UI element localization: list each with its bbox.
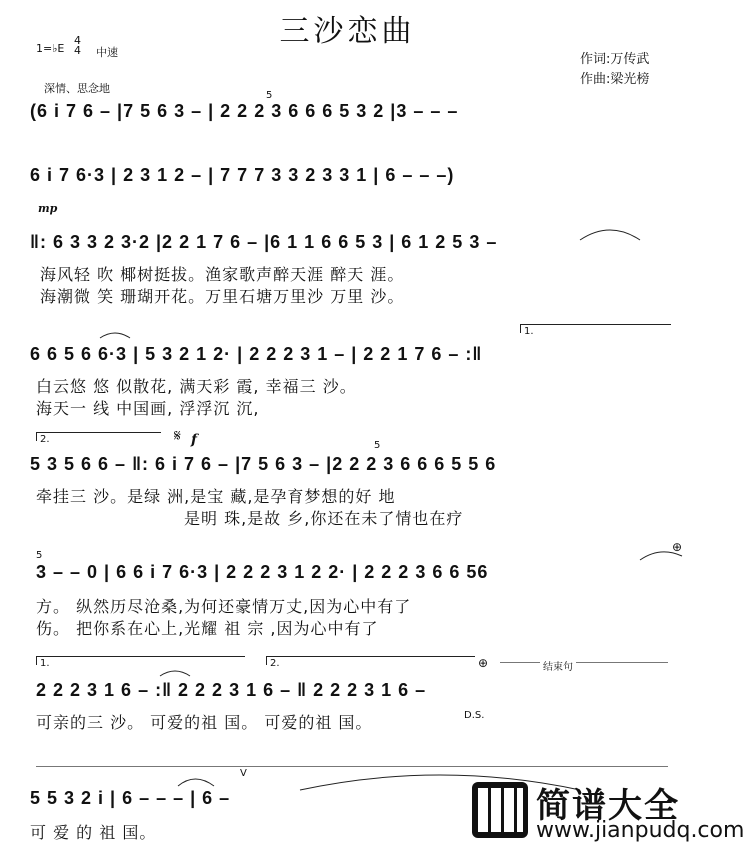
lyrics-row-3-verse-1: 海风轻 吹 椰树挺拔。渔家歌声醉天涯 醉天 涯。 xyxy=(40,265,405,284)
final-rule xyxy=(36,766,668,767)
slur-2 xyxy=(100,333,130,338)
time-signature xyxy=(74,36,81,56)
watermark-logo xyxy=(470,778,744,844)
lyrics-row-4-verse-1: 白云悠 悠 似散花, 满天彩 霞, 幸福三 沙。 xyxy=(36,377,357,396)
dynamic-f: f xyxy=(191,432,198,448)
key-label: 1=♭E xyxy=(36,42,65,55)
score-row-4: 6 6 5 6 6·3 | 5 3 2 1 2· | 2 2 2 3 1 – | 2 2 1 7 6 – :‖ xyxy=(30,344,483,364)
lyrics-row-7: 可亲的三 沙。 可爱的祖 国。 可爱的祖 国。 xyxy=(36,713,373,732)
score-row-8: 5 5 3 2 i | 6 – – – | 6 – xyxy=(30,788,231,808)
volta-bracket-3 xyxy=(36,656,245,665)
volta-1-label: 1. xyxy=(524,326,534,337)
expression-marking: 深情、思念地 xyxy=(44,82,110,95)
ds-marking: D.S. xyxy=(464,710,485,721)
tempo-marking: 中速 xyxy=(96,46,118,59)
score-row-1: (6 i 7 6 – |7 5 6 3 – | 2 2 2 3 6 6 6 5 3 2 |3 – – – xyxy=(30,101,459,121)
lyrics-row-4-verse-2: 海天一 线 中国画, 浮浮沉 沉, xyxy=(36,399,260,418)
key-signature xyxy=(36,42,64,55)
grace-note-5: 5 xyxy=(266,90,273,101)
score-row-7: 2 2 2 3 1 6 – :‖ 2 2 2 3 1 6 – ‖ 2 2 2 3 1 6 – xyxy=(36,680,427,700)
lyrics-row-6-verse-1: 方。 纵然历尽沧桑,为何还豪情万丈,因为心中有了 xyxy=(36,597,412,616)
ending-rule xyxy=(500,662,668,663)
lyrics-row-6-verse-2: 伤。 把你系在心上,光耀 祖 宗 ,因为心中有了 xyxy=(36,619,379,638)
time-top: 4 xyxy=(74,34,81,47)
score-row-3: ‖: 6 3 3 2 3·2 |2 2 1 7 6 – |6 1 1 6 6 5 3 | 6 1 2 5 3 – xyxy=(30,232,498,252)
lyricist-credit: 作词:万传武 xyxy=(580,52,650,67)
coda-sign-top: ⊕ xyxy=(672,540,683,554)
watermark-url: www.jianpudq.com xyxy=(536,818,744,843)
grace-note-5-c: 5 xyxy=(36,550,43,561)
slur-4 xyxy=(160,671,190,676)
lyrics-row-3-verse-2: 海潮微 笑 珊瑚开花。万里石塘万里沙 万里 沙。 xyxy=(40,287,405,306)
time-bottom: 4 xyxy=(74,44,81,57)
watermark-name: 简谱大全 xyxy=(536,786,680,826)
volta-2-label-b: 2. xyxy=(270,658,280,669)
piano-keys-icon xyxy=(470,780,530,840)
composer-credit: 作曲:梁光榜 xyxy=(580,72,650,87)
slur-6 xyxy=(178,779,214,786)
volta-bracket-1 xyxy=(520,324,671,333)
lyrics-row-5-verse-2: 是明 珠,是故 乡,你还在未了情也在疗 xyxy=(184,509,464,528)
coda-sign-mid: ⊕ xyxy=(478,656,489,670)
segno-sign: 𝄋 xyxy=(174,428,181,445)
volta-1-label-b: 1. xyxy=(40,658,50,669)
volta-2-label: 2. xyxy=(40,434,50,445)
score-row-5: 5 3 5 6 6 – ‖: 6 i 7 6 – |7 5 6 3 – |2 2 2 3 6 6 6 5 5 6 xyxy=(30,454,497,474)
lyrics-row-5-verse-1: 牵挂三 沙。是绿 洲,是宝 藏,是孕育梦想的好 地 xyxy=(36,487,396,506)
volta-bracket-2 xyxy=(36,432,161,441)
slur-1 xyxy=(580,230,640,240)
grace-note-5-b: 5 xyxy=(374,440,381,451)
breath-mark: V xyxy=(240,768,247,779)
score-row-2: 6 i 7 6·3 | 2 3 1 2 – | 7 7 7 3 3 2 3 3 1 | 6 – – –) xyxy=(30,165,455,185)
song-title: 三沙恋曲 xyxy=(279,14,416,49)
volta-bracket-4 xyxy=(266,656,475,665)
lyrics-row-8: 可 爱 的 祖 国。 xyxy=(30,823,157,842)
dynamic-mp: mp xyxy=(38,202,58,215)
score-row-6: 3 – – 0 | 6 6 i 7 6·3 | 2 2 2 3 1 2 2· | 2 2 2 3 6 6 56 xyxy=(36,562,489,582)
ending-label: 结束句 xyxy=(540,658,576,673)
